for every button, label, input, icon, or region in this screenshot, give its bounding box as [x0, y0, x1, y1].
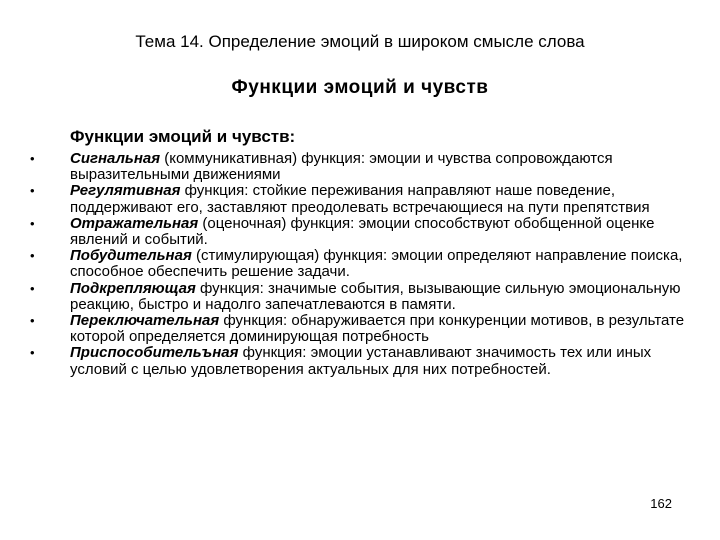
function-term: Побудительная — [70, 247, 192, 265]
list-item-motivating — [30, 248, 690, 280]
topic-header: Тема 14. Определение эмоций в широком смысле слова — [135, 32, 585, 51]
functions-list — [30, 151, 690, 378]
function-description: функция: эмоции устанавливают значимость тех или иных условий с целью удовлетворения актуальных для них потребностей. — [70, 344, 652, 378]
list-item-regulative — [30, 183, 690, 215]
bullet-icon: • — [30, 280, 35, 296]
slide-title: Функции эмоций и чувств — [231, 77, 489, 98]
function-term: Отражательная — [70, 214, 199, 232]
function-description: (коммуникативная) функция: эмоции и чувства сопровождаются выразительными движениями — [70, 150, 613, 184]
list-item-switching — [30, 313, 690, 345]
bullet-icon: • — [30, 215, 35, 231]
function-term: Регулятивная — [70, 182, 181, 200]
list-item-signal — [30, 151, 690, 183]
list-item-reflective — [30, 216, 690, 248]
function-description: функция: значимые события, вызывающие сильную эмоциональную реакцию, быстро и надолго запечатлеваются в памяти. — [70, 279, 681, 313]
bullet-icon: • — [30, 345, 35, 361]
bullet-icon: • — [30, 183, 35, 199]
bullet-icon: • — [30, 151, 35, 166]
function-description: (стимулирующая) функция: эмоции определяют направление поиска, способное обеспечить решение задачи. — [70, 247, 683, 281]
function-term: Подкрепляющая — [70, 279, 196, 297]
bullet-icon: • — [30, 248, 35, 264]
function-description: функция: обнаруживается при конкуренции мотивов, в результате которой определяется доминирующая потребность — [70, 312, 685, 346]
function-term: Переключательная — [70, 312, 220, 330]
list-item-adaptive — [30, 345, 690, 377]
bullet-icon: • — [30, 313, 35, 329]
function-term: Сигнальная — [70, 150, 161, 167]
slide-subtitle: Функции эмоций и чувств: — [70, 127, 296, 146]
function-description: функция: стойкие переживания направляют наше поведение, поддерживают его, заставляют преодолевать встречающиеся на пути препятствия — [70, 182, 650, 216]
function-description: (оценочная) функция: эмоции способствуют обобщенной оценке явлений и событий. — [70, 214, 655, 249]
function-term: Приспособительъная — [70, 344, 239, 362]
list-item-reinforcing — [30, 281, 690, 313]
page-number: 162 — [650, 496, 672, 511]
